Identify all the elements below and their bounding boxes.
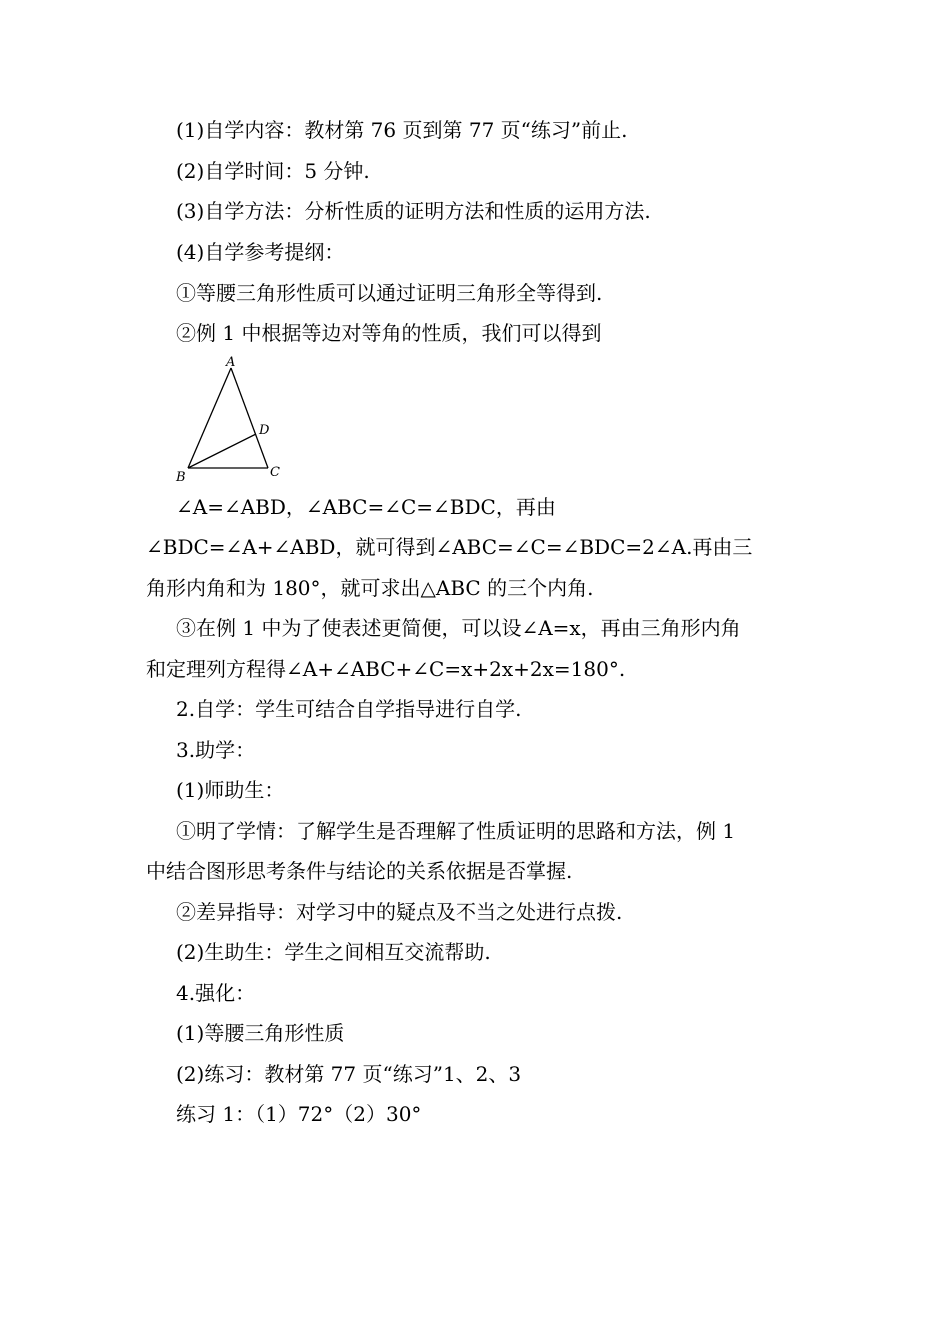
text-line: 2.自学：学生可结合自学指导进行自学.: [176, 697, 522, 721]
segment-bd: [188, 434, 256, 468]
text-line: ③在例 1 中为了使表述更简便，可以设∠A=x，再由三角形内角: [176, 616, 741, 640]
text-line: ∠A=∠ABD，∠ABC=∠C=∠BDC，再由: [176, 495, 556, 519]
text-line: (2)练习：教材第 77 页“练习”1、2、3: [176, 1062, 522, 1086]
vertex-label-a: A: [226, 355, 236, 370]
text-line: (4)自学参考提纲：: [176, 240, 345, 264]
vertex-label-c: C: [270, 465, 280, 480]
text-line: (1)自学内容：教材第 76 页到第 77 页“练习”前止.: [176, 118, 628, 142]
point-label-d: D: [259, 423, 270, 438]
text-line: 3.助学：: [176, 738, 256, 762]
vertex-label-b: B: [176, 470, 186, 485]
text-line: (2)生助生：学生之间相互交流帮助.: [176, 940, 491, 964]
text-line: 中结合图形思考条件与结论的关系依据是否掌握.: [146, 859, 573, 883]
side-ac: [231, 368, 268, 468]
text-line: (2)自学时间：5 分钟.: [176, 159, 370, 183]
text-line: 4.强化：: [176, 981, 256, 1005]
text-line: (3)自学方法：分析性质的证明方法和性质的运用方法.: [176, 199, 651, 223]
text-line: ①明了学情：了解学生是否理解了性质证明的思路和方法，例 1: [176, 819, 736, 843]
text-line: (1)等腰三角形性质: [176, 1021, 345, 1045]
text-line: ①等腰三角形性质可以通过证明三角形全等得到.: [176, 281, 603, 305]
triangle-diagram: [170, 352, 290, 488]
text-line: ②差异指导：对学习中的疑点及不当之处进行点拨.: [176, 900, 623, 924]
text-line: (1)师助生：: [176, 778, 285, 802]
triangle-figure: [170, 352, 290, 488]
text-line: ∠BDC=∠A+∠ABD，就可得到∠ABC=∠C=∠BDC=2∠A.再由三: [146, 535, 753, 559]
text-line: ②例 1 中根据等边对等角的性质，我们可以得到: [176, 321, 602, 345]
text-line: 和定理列方程得∠A+∠ABC+∠C=x+2x+2x=180°.: [146, 657, 626, 681]
text-line: 练习 1：（1）72°（2）30°: [176, 1102, 422, 1126]
text-line: 角形内角和为 180°，就可求出△ABC 的三个内角.: [146, 576, 594, 600]
side-ab: [188, 368, 231, 468]
